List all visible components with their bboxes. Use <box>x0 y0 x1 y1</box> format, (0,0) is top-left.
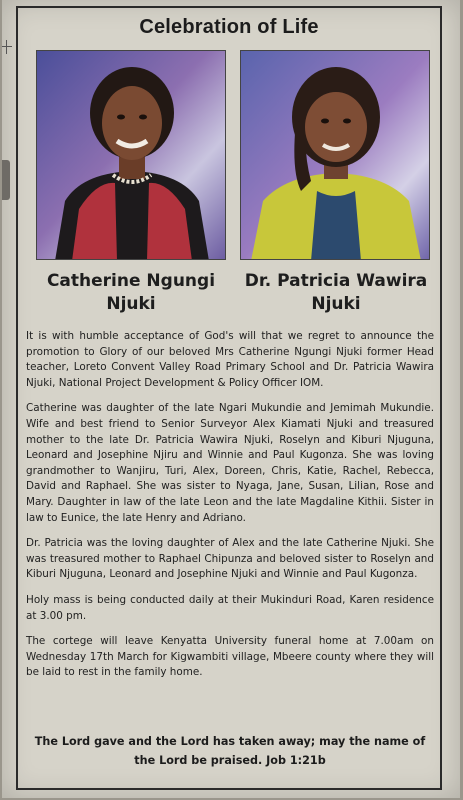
name-caption-patricia: Dr. Patricia Wawira Njuki <box>244 271 428 314</box>
crop-mark <box>6 40 7 54</box>
page-edge-shadow <box>2 160 10 200</box>
patricia-family-paragraph: Dr. Patricia was the loving daughter of Alex and the late Catherine Njuki. She was treasured mother to Raphael Chipunza and beloved sister to Roselyn and Kiburi Njuguna, Leonard and Josephine Njuki and Winnie and Paul Kugonza. <box>26 537 434 581</box>
portrait-photo-patricia <box>240 50 430 260</box>
crop-mark <box>2 46 12 47</box>
notice-body <box>26 329 434 691</box>
portrait-photo-catherine <box>36 50 226 260</box>
name-caption-catherine: Catherine Ngungi Njuki <box>46 271 216 314</box>
newspaper-page <box>2 0 460 798</box>
announcement-paragraph: It is with humble acceptance of God's will that we regret to announce the promotion to Glory of our beloved Mrs Catherine Ngungi Njuki former Head teacher, Loreto Convent Valley Road Primary School and Dr. Patricia Wawira Njuki, National Project Development & Policy Officer IOM. <box>26 330 434 389</box>
catherine-family-paragraph: Catherine was daughter of the late Ngari Mukundie and Jemimah Mukundie. Wife and best friend to Senior Surveyor Alex Kiamati Njuki and treasured mother to the late Dr. Patricia Wawira Njuki, Roselyn and Kiburi Njuguna, Leonard and Josephine Njiru and Winnie and Paul Kugonza. She was loving grandmother to Wanjiru, Turi, Alex, Doreen, Chris, Katie, Rachel, Rebecca, David and Raphael. She was sister to Nyaga, Jane, Susan, Lilian, Rose and Mary. Daughter in law of the late Leon and the late Magdaline Kithii. Sister in law to Eunice, the late Henry and Adriano. <box>26 402 434 524</box>
closing-scripture: The Lord gave and the Lord has taken away; may the name of the Lord be praised. Job 1:21b <box>34 735 426 767</box>
notice-frame <box>16 6 442 790</box>
holy-mass-paragraph: Holy mass is being conducted daily at their Mukinduri Road, Karen residence at 3.00 pm. <box>26 593 434 622</box>
notice-title: Celebration of Life <box>139 16 319 38</box>
cortege-paragraph: The cortege will leave Kenyatta University funeral home at 7.00am on Wednesday 17th March for Kigwambiti village, Mbeere county where they will be laid to rest in the family home. <box>26 635 434 679</box>
